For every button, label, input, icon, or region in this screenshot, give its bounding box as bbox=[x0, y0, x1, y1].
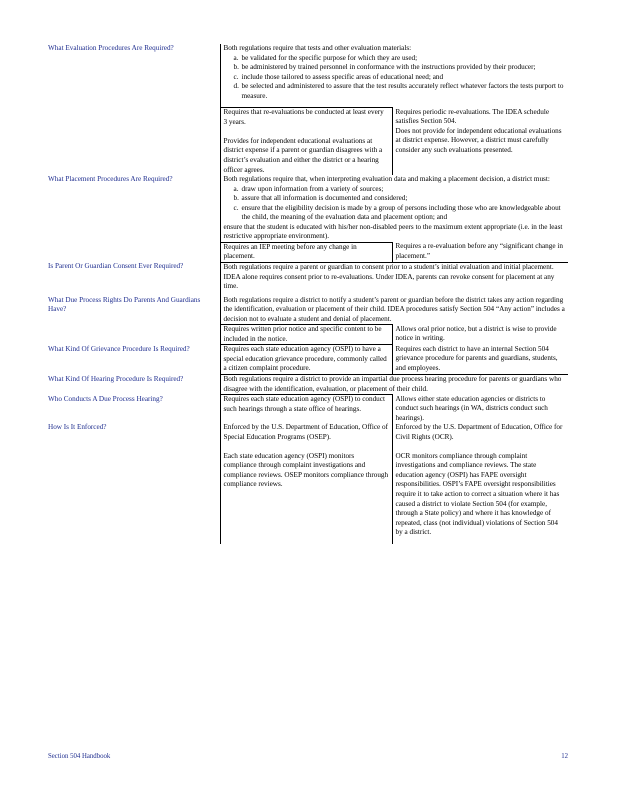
idea-cell: Requires each state education agency (OSPI) to have a special education grievance procedure, commonly called a citizen complaint procedure. bbox=[220, 345, 392, 375]
table-row bbox=[48, 262, 568, 291]
question-label: What Kind Of Hearing Procedure Is Required? bbox=[48, 374, 184, 383]
question-label: What Kind Of Grievance Procedure Is Required? bbox=[48, 344, 190, 353]
requirement-list bbox=[224, 54, 566, 102]
section504-cell bbox=[392, 423, 568, 544]
section504-cell bbox=[392, 108, 568, 175]
question-label: What Evaluation Procedures Are Required? bbox=[48, 44, 174, 52]
both-intro: Both regulations require that tests and other evaluation materials: bbox=[223, 44, 412, 52]
page-number: 12 bbox=[561, 753, 568, 760]
table-row bbox=[48, 108, 568, 175]
question-label: Who Conducts A Due Process Hearing? bbox=[48, 394, 163, 403]
section504-text: OCR monitors compliance through complaint investigations and compliance reviews. The state education agency (OSPI) has FAPE oversight responsibilities. OSPI’s FAPE oversight responsibilities require it to take action to correct a situation where it has caused a district to violate Section 504 (for example, through a State policy) and where it has knowledge of repeated, class (not individual) violations of Section 504 by a district. bbox=[395, 451, 560, 537]
idea-cell bbox=[220, 423, 392, 544]
question-label: What Placement Procedures Are Required? bbox=[48, 175, 173, 184]
both-regulations-cell: Both regulations require a district to notify a student’s parent or guardian before the district takes any action regarding the identification, evaluation or placement of their child. IDEA procedures satisfy Section 504 “Any action” includes a decision not to evaluate a student and denial of placement. bbox=[220, 292, 568, 325]
list-item: b. be administered by trained personnel in conformance with the instructions provided by their producer; bbox=[233, 63, 536, 72]
question-label: Is Parent Or Guardian Consent Ever Required? bbox=[48, 262, 184, 271]
comparison-table bbox=[48, 44, 568, 544]
table-row bbox=[48, 292, 568, 325]
idea-text: Provides for independent educational evaluations at district expense if a parent or guardian disagrees with a district’s evaluation and either the district or a hearing officer agrees. bbox=[223, 136, 383, 174]
idea-cell: Requires written prior notice and specific content to be included in the notice. bbox=[220, 325, 392, 345]
idea-text: Each state education agency (OSPI) monitors compliance through complaint investigations and compliance reviews. OSEP monitors compliance through compliance reviews. bbox=[223, 451, 389, 489]
table-row bbox=[48, 375, 568, 395]
both-regulations-cell: Both regulations require a parent or guardian to consent prior to a student’s initial evaluation and initial placement. IDEA alone requires consent prior to re-evaluations. Under IDEA, parents can revoke consent for placement at any time. bbox=[220, 262, 568, 291]
idea-cell: Requires an IEP meeting before any change in placement. bbox=[220, 242, 392, 262]
list-item: b. assure that all information is documented and considered; bbox=[233, 194, 408, 203]
table-row bbox=[48, 44, 568, 108]
idea-cell: Requires each state education agency (OSPI) to conduct such hearings through a state office of hearings. bbox=[220, 395, 392, 424]
list-item: a. draw upon information from a variety of sources; bbox=[233, 184, 384, 193]
both-regulations-cell bbox=[220, 44, 568, 108]
comparison-table-wrapper bbox=[48, 44, 568, 544]
section504-text: Enforced by the U.S. Department of Education, Office for Civil Rights (OCR). bbox=[395, 423, 563, 441]
list-item: c. ensure that the eligibility decision is made by a group of persons including those who are knowledgeable about the child, the meaning of the evaluation data and placement option; and bbox=[233, 203, 561, 222]
both-intro: Both regulations require that, when interpreting evaluation data and making a placement decision, a district must: bbox=[223, 175, 550, 184]
both-regulations-cell bbox=[220, 175, 568, 242]
idea-cell bbox=[220, 108, 392, 175]
both-outro: ensure that the student is educated with his/her non-disabled peers to the maximum extent appropriate (i.e. in the least restrictive appropriate environment). bbox=[223, 222, 563, 241]
section504-text: Requires periodic re-evaluations. The IDEA schedule satisfies Section 504. bbox=[395, 107, 550, 126]
requirement-list bbox=[224, 185, 566, 223]
section504-cell: Allows oral prior notice, but a district is wise to provide notice in writing. bbox=[392, 325, 568, 345]
idea-text: Requires that re-evaluations be conducted at least every 3 years. bbox=[223, 108, 384, 126]
section504-cell: Allows either state education agencies or districts to conduct such hearings (in WA, districts conduct such hearings). bbox=[392, 395, 568, 424]
question-label: What Due Process Rights Do Parents And Guardians Have? bbox=[48, 295, 201, 314]
table-row bbox=[48, 175, 568, 242]
list-item: c. include those tailored to assess specific areas of educational need; and bbox=[233, 72, 444, 81]
table-row bbox=[48, 395, 568, 424]
list-item: d. be selected and administered to assure that the test results accurately reflect whatever factors the tests purport to measure. bbox=[233, 82, 564, 100]
table-row bbox=[48, 423, 568, 544]
question-label: How Is It Enforced? bbox=[48, 423, 107, 432]
idea-text: Enforced by the U.S. Department of Education, Office of Special Education Programs (OSEP). bbox=[223, 423, 389, 441]
list-item: a. be validated for the specific purpose for which they are used; bbox=[233, 53, 418, 62]
both-regulations-cell: Both regulations require a district to provide an impartial due process hearing procedure for parents or guardians who disagree with the identification, evaluation, or placement of their child. bbox=[220, 375, 568, 395]
section504-cell: Requires each district to have an internal Section 504 grievance procedure for parents and guardians, students, and employees. bbox=[392, 345, 568, 375]
section504-cell: Requires a re-evaluation before any “significant change in placement.” bbox=[392, 242, 568, 262]
table-row bbox=[48, 242, 568, 262]
table-row bbox=[48, 325, 568, 345]
footer-title: Section 504 Handbook bbox=[48, 753, 111, 760]
page-footer bbox=[48, 753, 568, 760]
section504-text: Does not provide for independent educational evaluations at district expense. However, a district must carefully consider any such evaluations presented. bbox=[395, 126, 562, 154]
table-row bbox=[48, 345, 568, 375]
